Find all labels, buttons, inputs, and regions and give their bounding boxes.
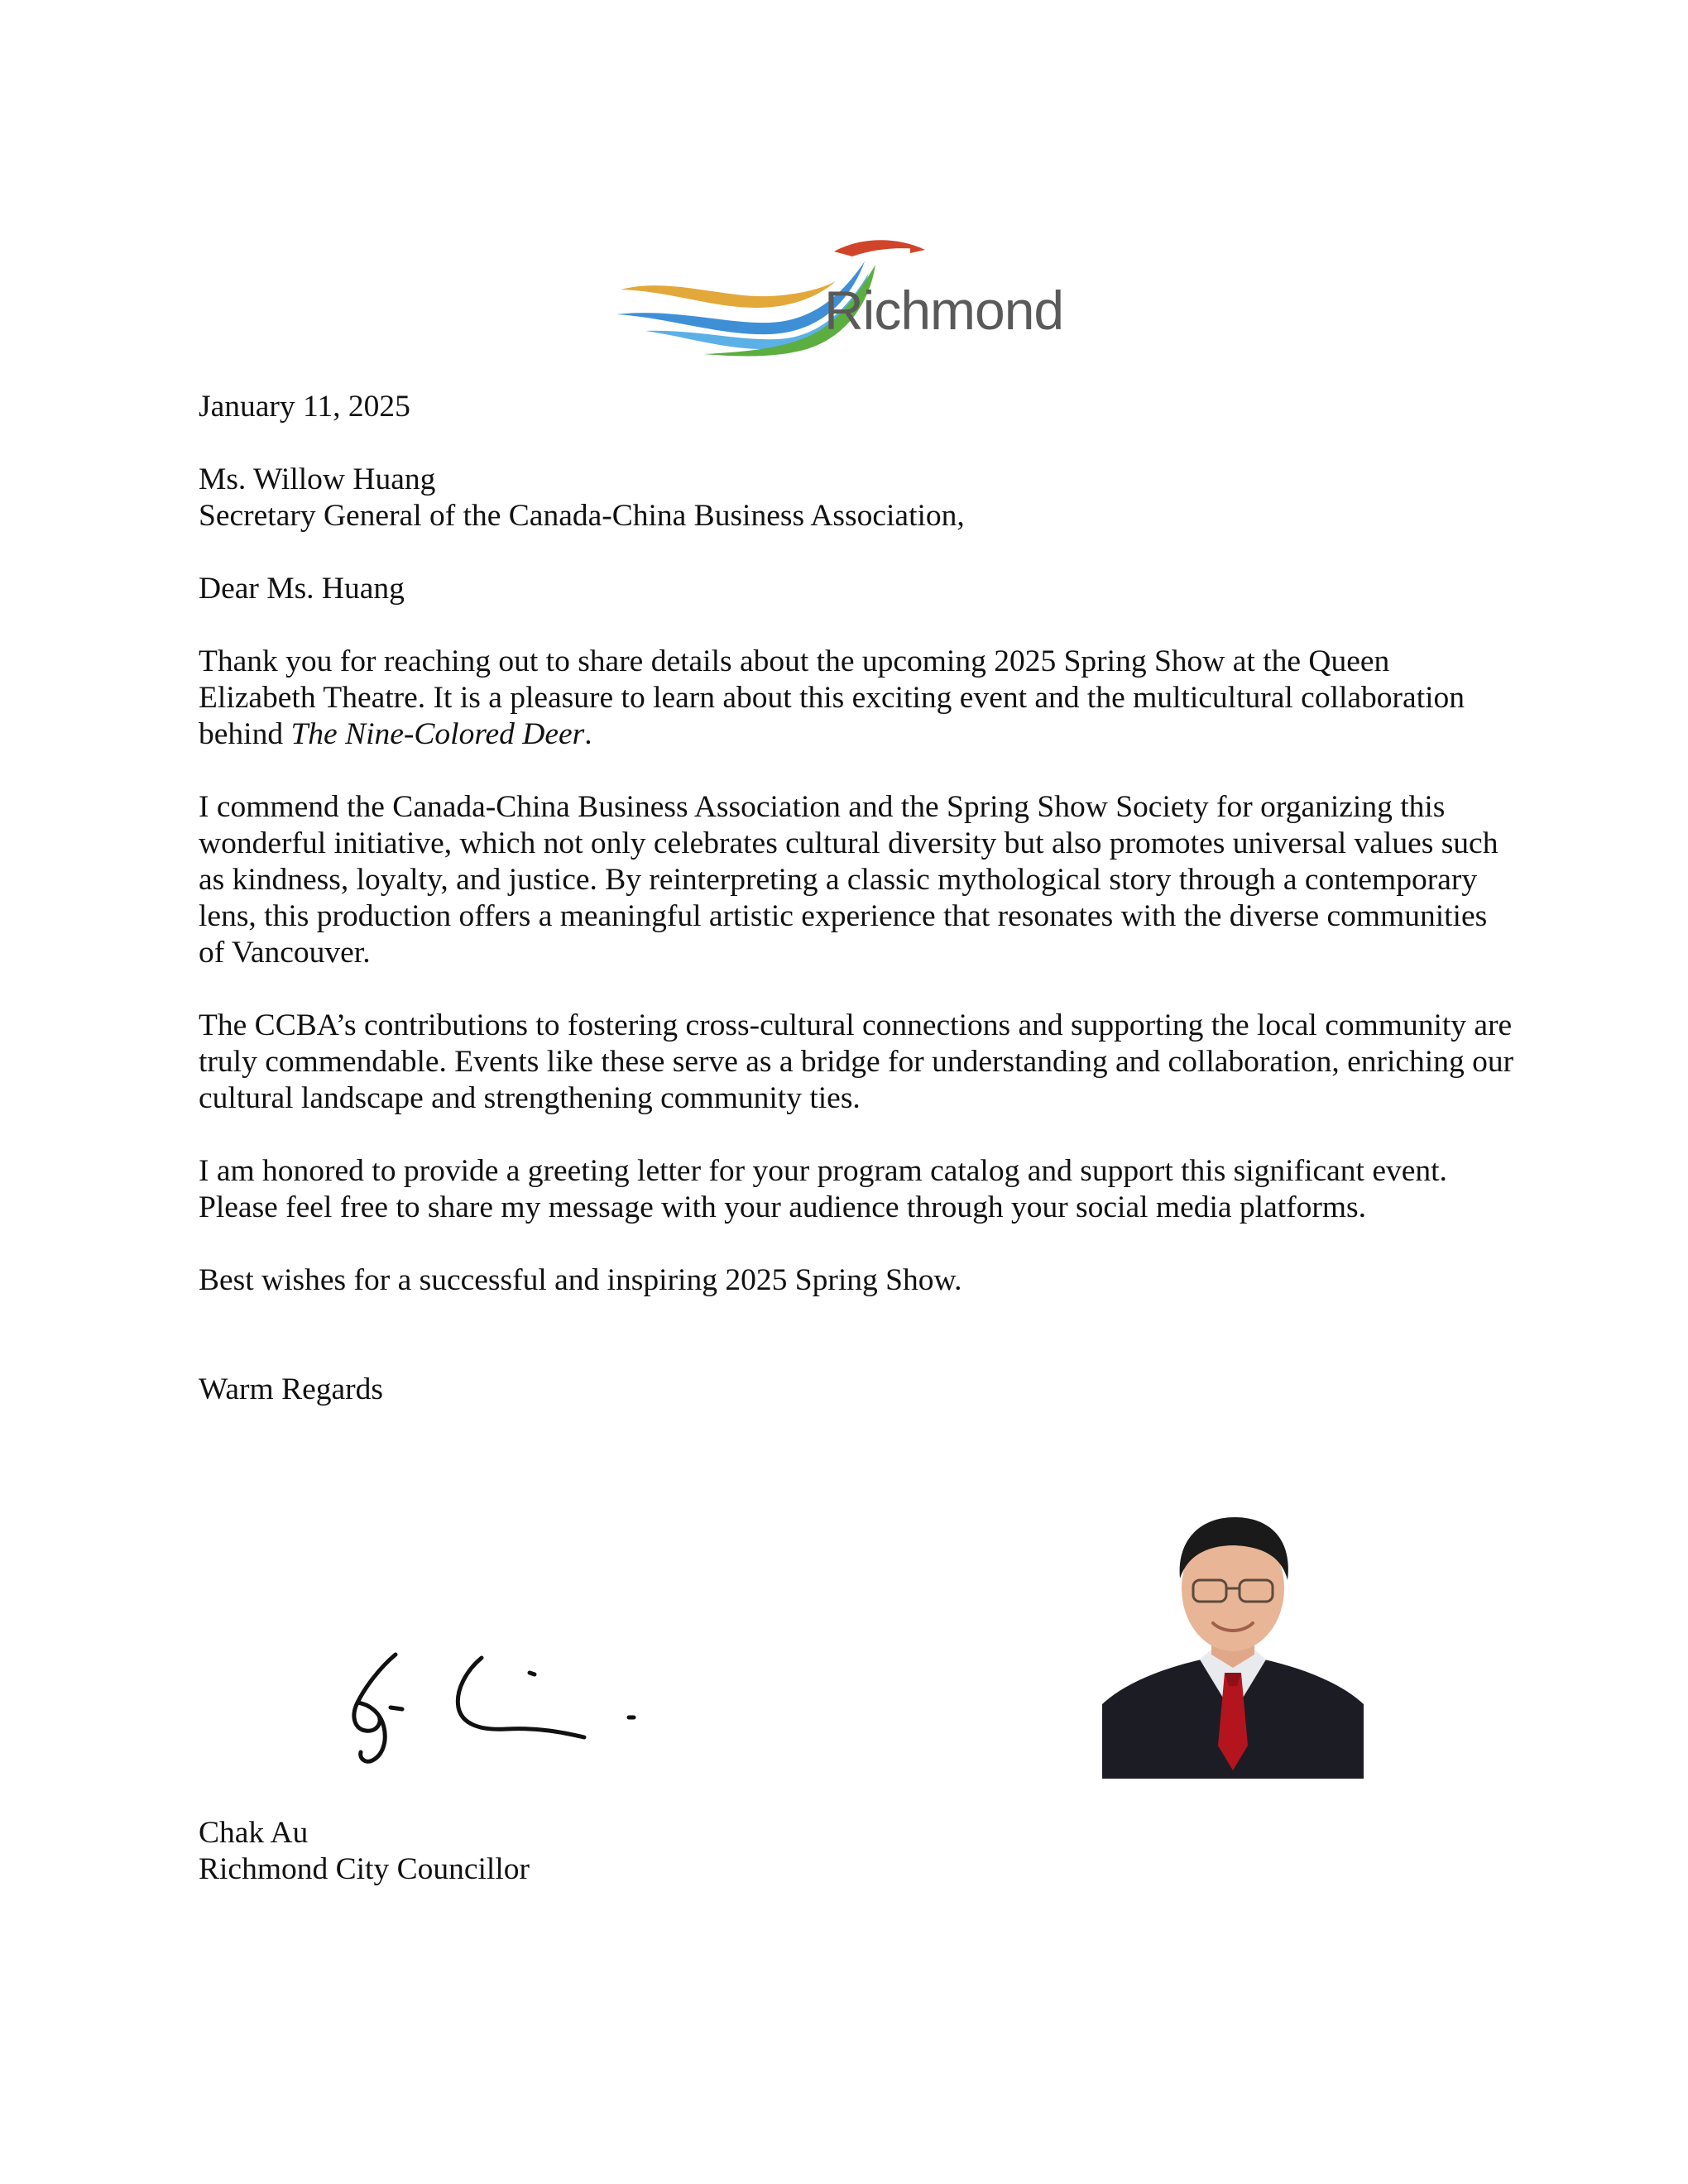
logo-gold-swoosh — [621, 281, 836, 308]
show-title: The Nine-Colored Deer — [290, 717, 585, 751]
logo-word: Richmond — [824, 280, 1064, 341]
paragraph-1-end: . — [584, 717, 592, 751]
paragraph-1 — [199, 644, 1514, 753]
recipient-block — [199, 462, 1514, 534]
closing: Warm Regards — [199, 1372, 383, 1406]
signature-stroke-4 — [530, 1673, 535, 1674]
signer-name: Chak Au — [199, 1816, 309, 1850]
recipient-name: Ms. Willow Huang — [199, 462, 436, 496]
paragraph-4: I am honored to provide a greeting letter for your program catalog and support this significant event. Please feel free to share my message with your audience through your social media platforms. — [199, 1154, 1447, 1224]
paragraph-2: I commend the Canada-China Business Association and the Spring Show Society for organizing this wonderful initiative, which not only celebrates cultural diversity but also promotes universal values such as kindness, loyalty, and justice. By reinterpreting a classic mythological story through a contemporary lens, this production offers a meaningful artistic experience that resonates with the diverse communities of Vancouver. — [199, 790, 1499, 970]
handwritten-signature — [290, 1621, 728, 1787]
paragraph-5: Best wishes for a successful and inspiring 2025 Spring Show. — [199, 1263, 962, 1297]
richmond-logo — [612, 232, 1076, 364]
salutation: Dear Ms. Huang — [199, 572, 405, 606]
signer-block — [199, 1815, 530, 1888]
paragraph-1-text: Thank you for reaching out to share details about the upcoming 2025 Spring Show at the Queen Elizabeth Theatre. It is a pleasure to learn about this exciting event and the multicultural collaboration behind — [199, 644, 1465, 751]
letter-date: January 11, 2025 — [199, 390, 410, 424]
recipient-title: Secretary General of the Canada-China Business Association, — [199, 499, 965, 533]
signer-title: Richmond City Councillor — [199, 1852, 530, 1886]
signature-stroke-2 — [391, 1707, 402, 1709]
paragraph-3: The CCBA’s contributions to fostering cross-cultural connections and supporting the local community are truly commendable. Events like these serve as a bridge for understanding and collaboration, enriching our cultural landscape and strengthening community ties. — [199, 1008, 1514, 1115]
letter-body — [199, 389, 1514, 1408]
councillor-portrait — [1102, 1497, 1364, 1779]
signature-stroke-3 — [458, 1658, 584, 1737]
